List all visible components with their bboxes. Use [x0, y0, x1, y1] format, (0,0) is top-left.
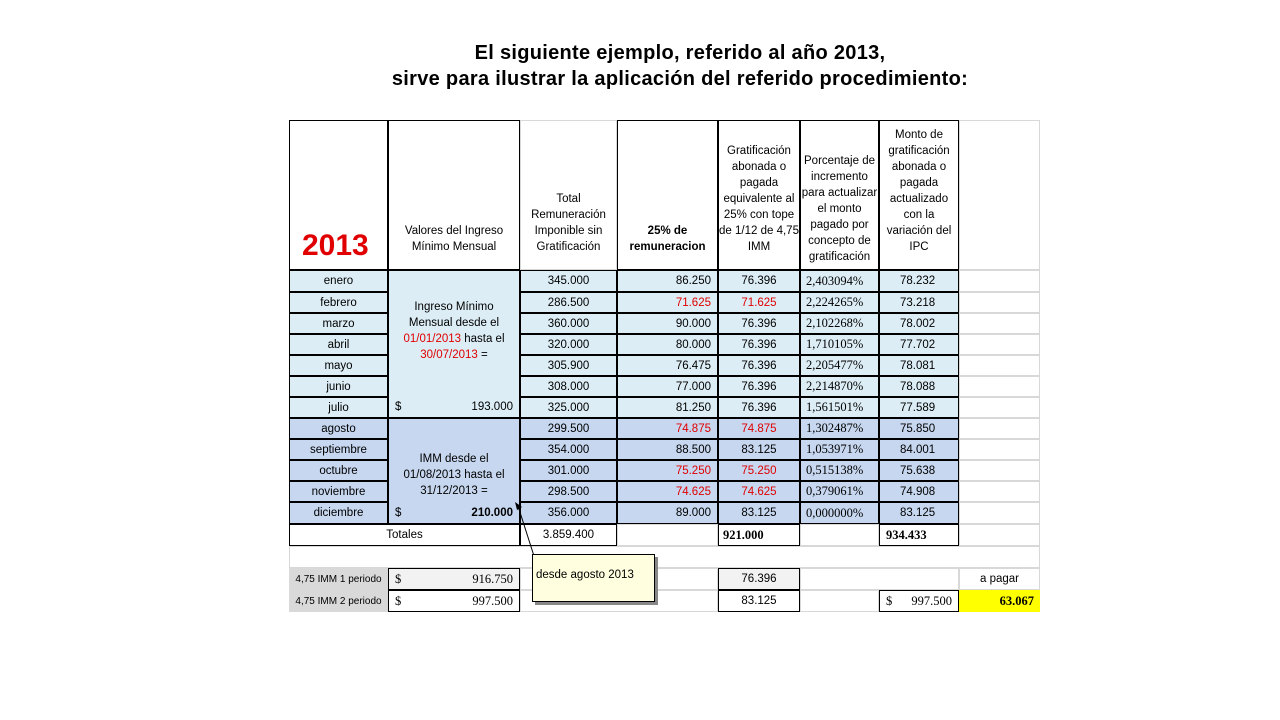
pct25-cell: 88.500: [617, 439, 718, 460]
imm-period-1-currency: $: [395, 571, 402, 586]
comment-note: desde agosto 2013: [532, 554, 655, 602]
monto-cell: 84.001: [879, 439, 959, 460]
imm-group-1-amount: 193.000: [471, 401, 513, 413]
month-cell: marzo: [289, 313, 388, 334]
grat-cell: 83.125: [718, 502, 800, 524]
pct-cell: 2,214870%: [800, 376, 879, 397]
total-cell: 325.000: [520, 397, 617, 418]
pagar-amount: 63.067: [959, 590, 1040, 612]
imm-period-2-monto-amount: 997.500: [911, 593, 952, 608]
grat-cell: 76.396: [718, 376, 800, 397]
grat-cell: 71.625: [718, 292, 800, 313]
month-cell: febrero: [289, 292, 388, 313]
totals-monto: 934.433: [879, 524, 959, 546]
total-cell: 305.900: [520, 355, 617, 376]
imm-group-1-line: Ingreso Mínimo Mensual desde el: [408, 301, 500, 329]
grat-cell: 74.875: [718, 418, 800, 439]
header-pct: Porcentaje de incremento para actualizar el monto pagado por concepto de gratificación: [800, 120, 879, 270]
month-cell: julio: [289, 397, 388, 418]
pct-cell: 1,053971%: [800, 439, 879, 460]
header-total: Total Remuneración Imponible sin Gratificación: [531, 193, 606, 253]
imm-period-1-amount: 916.750: [472, 571, 513, 586]
pct25-cell: 90.000: [617, 313, 718, 334]
pct-cell: 1,561501%: [800, 397, 879, 418]
pct-cell: 2,403094%: [800, 270, 879, 292]
grat-cell: 74.625: [718, 481, 800, 502]
grat-cell: 76.396: [718, 334, 800, 355]
imm-group-2-text: IMM desde el 01/08/2013 hasta el 31/12/2013 =: [403, 453, 505, 497]
grat-cell: 76.396: [718, 313, 800, 334]
month-cell: octubre: [289, 460, 388, 481]
total-cell: 360.000: [520, 313, 617, 334]
pct25-cell: 76.475: [617, 355, 718, 376]
month-cell: enero: [289, 270, 388, 292]
pct25-cell: 89.000: [617, 502, 718, 524]
monto-cell: 74.908: [879, 481, 959, 502]
totals-grat: 921.000: [718, 524, 800, 546]
a-pagar-label: a pagar: [959, 568, 1040, 590]
title-line-1: El siguiente ejemplo, referido al año 2013,: [474, 42, 886, 64]
comment-arrow: [289, 120, 1040, 612]
total-cell: 345.000: [520, 270, 617, 292]
imm-group-1-eq: =: [481, 349, 488, 361]
total-cell: 308.000: [520, 376, 617, 397]
pct25-cell: 81.250: [617, 397, 718, 418]
total-cell: 320.000: [520, 334, 617, 355]
imm-group-2-currency: $: [395, 507, 402, 519]
header-grat: Gratificación abonada o pagada equivalente al 25% con tope de 1/12 de 4,75 IMM: [718, 120, 800, 270]
spreadsheet: [289, 120, 1040, 612]
grat-cell: 75.250: [718, 460, 800, 481]
monto-cell: 78.002: [879, 313, 959, 334]
imm-period-2-amount: 997.500: [472, 593, 513, 608]
pct25-cell: 74.875: [617, 418, 718, 439]
imm-period-1-grat: 76.396: [718, 568, 800, 590]
monto-cell: 77.702: [879, 334, 959, 355]
grat-cell: 76.396: [718, 270, 800, 292]
header-monto: Monto de gratificación abonada o pagada actualizado con la variación del IPC: [879, 120, 959, 270]
header-imm: Valores del Ingreso Mínimo Mensual: [388, 120, 520, 270]
pct25-cell: 77.000: [617, 376, 718, 397]
monto-cell: 77.589: [879, 397, 959, 418]
imm-period-2-monto-currency: $: [886, 593, 893, 608]
totals-total: 3.859.400: [520, 524, 617, 546]
monto-cell: 75.850: [879, 418, 959, 439]
imm-group-2-amount: 210.000: [471, 507, 513, 519]
imm-period-1-label: 4,75 IMM 1 periodo: [289, 568, 388, 590]
imm-period-2-grat: 83.125: [718, 590, 800, 612]
year-label: 2013: [302, 229, 369, 262]
monto-cell: 83.125: [879, 502, 959, 524]
month-cell: abril: [289, 334, 388, 355]
total-cell: 299.500: [520, 418, 617, 439]
month-cell: agosto: [289, 418, 388, 439]
total-cell: 286.500: [520, 292, 617, 313]
pct-cell: 2,102268%: [800, 313, 879, 334]
month-cell: junio: [289, 376, 388, 397]
month-cell: diciembre: [289, 502, 388, 524]
imm-group-1-date-to: 30/07/2013: [420, 349, 478, 361]
pct25-cell: 75.250: [617, 460, 718, 481]
monto-cell: 78.088: [879, 376, 959, 397]
pct-cell: 1,302487%: [800, 418, 879, 439]
grat-cell: 83.125: [718, 439, 800, 460]
month-cell: noviembre: [289, 481, 388, 502]
pct-cell: 2,224265%: [800, 292, 879, 313]
monto-cell: 78.232: [879, 270, 959, 292]
total-cell: 298.500: [520, 481, 617, 502]
monto-cell: 78.081: [879, 355, 959, 376]
total-cell: 301.000: [520, 460, 617, 481]
pct-cell: 1,710105%: [800, 334, 879, 355]
imm-period-2-currency: $: [395, 593, 402, 608]
title-line-2: sirve para ilustrar la aplicación del referido procedimiento:: [391, 68, 969, 90]
pct-cell: 0,515138%: [800, 460, 879, 481]
pct-cell: 2,205477%: [800, 355, 879, 376]
grat-cell: 76.396: [718, 397, 800, 418]
pct25-cell: 71.625: [617, 292, 718, 313]
imm-group-1-currency: $: [395, 401, 402, 413]
pct25-cell: 86.250: [617, 270, 718, 292]
pct25-cell: 74.625: [617, 481, 718, 502]
slide-title: [0, 40, 1280, 92]
monto-cell: 73.218: [879, 292, 959, 313]
imm-group-1-date-from: 01/01/2013: [403, 333, 462, 345]
imm-period-2-label: 4,75 IMM 2 periodo: [289, 590, 388, 612]
monto-cell: 75.638: [879, 460, 959, 481]
totals-label: Totales: [289, 524, 520, 546]
pct-cell: 0,000000%: [800, 502, 879, 524]
imm-group-1-mid: hasta el: [464, 333, 505, 345]
total-cell: 354.000: [520, 439, 617, 460]
grat-cell: 76.396: [718, 355, 800, 376]
month-cell: mayo: [289, 355, 388, 376]
pct-cell: 0,379061%: [800, 481, 879, 502]
pct25-cell: 80.000: [617, 334, 718, 355]
month-cell: septiembre: [289, 439, 388, 460]
header-25-text: 25% de remuneracion: [629, 225, 706, 253]
total-cell: 356.000: [520, 502, 617, 524]
